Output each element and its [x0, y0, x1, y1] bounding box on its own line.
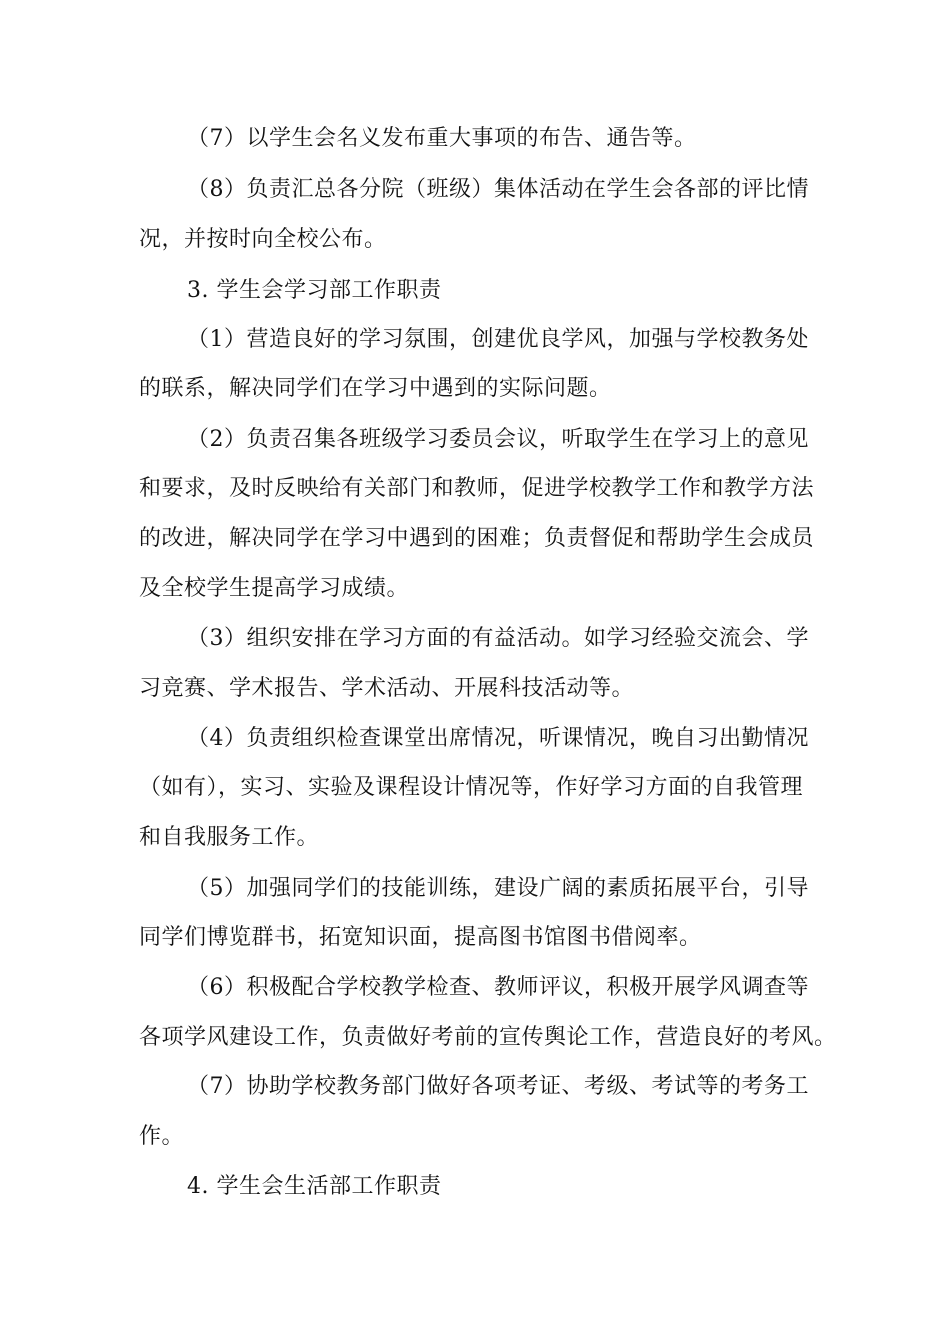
paragraph-line: （4）负责组织检查课堂出席情况，听课情况，晚自习出勤情况 [187, 726, 809, 751]
paragraph-line: （7）以学生会名义发布重大事项的布告、通告等。 [187, 126, 697, 151]
paragraph-line: （8）负责汇总各分院（班级）集体活动在学生会各部的评比情 [187, 177, 809, 202]
paragraph-line: （6）积极配合学校教学检查、教师评议，积极开展学风调查等 [187, 975, 809, 1000]
paragraph-line: 况，并按时向全校公布。 [139, 227, 387, 252]
paragraph-line: 习竞赛、学术报告、学术活动、开展科技活动等。 [139, 676, 635, 701]
paragraph-line: 和要求，及时反映给有关部门和教师，促进学校教学工作和教学方法 [139, 476, 815, 501]
paragraph-line: 的联系，解决同学们在学习中遇到的实际问题。 [139, 376, 612, 401]
paragraph-line: （5）加强同学们的技能训练，建设广阔的素质拓展平台，引导 [187, 876, 809, 901]
paragraph-line: 及全校学生提高学习成绩。 [139, 576, 410, 601]
paragraph-line: 同学们博览群书，拓宽知识面，提高图书馆图书借阅率。 [139, 925, 702, 950]
paragraph-line: （2）负责召集各班级学习委员会议，听取学生在学习上的意见 [187, 427, 809, 452]
paragraph-line: 各项学风建设工作，负责做好考前的宣传舆论工作，营造良好的考风。 [139, 1025, 837, 1050]
paragraph-line: （7）协助学校教务部门做好各项考证、考级、考试等的考务工 [187, 1074, 809, 1099]
paragraph-line: （如有），实习、实验及课程设计情况等，作好学习方面的自我管理 [139, 775, 804, 800]
paragraph-line: 作。 [139, 1124, 185, 1149]
paragraph-line: 和自我服务工作。 [139, 825, 320, 850]
paragraph-line: 的改进，解决同学在学习中遇到的困难；负责督促和帮助学生会成员 [139, 526, 815, 551]
paragraph-line: （3）组织安排在学习方面的有益活动。如学习经验交流会、学 [187, 626, 809, 651]
section-heading: 3. 学生会学习部工作职责 [187, 278, 442, 303]
section-heading: 4. 学生会生活部工作职责 [187, 1174, 442, 1199]
paragraph-line: （1）营造良好的学习氛围，创建优良学风，加强与学校教务处 [187, 327, 809, 352]
